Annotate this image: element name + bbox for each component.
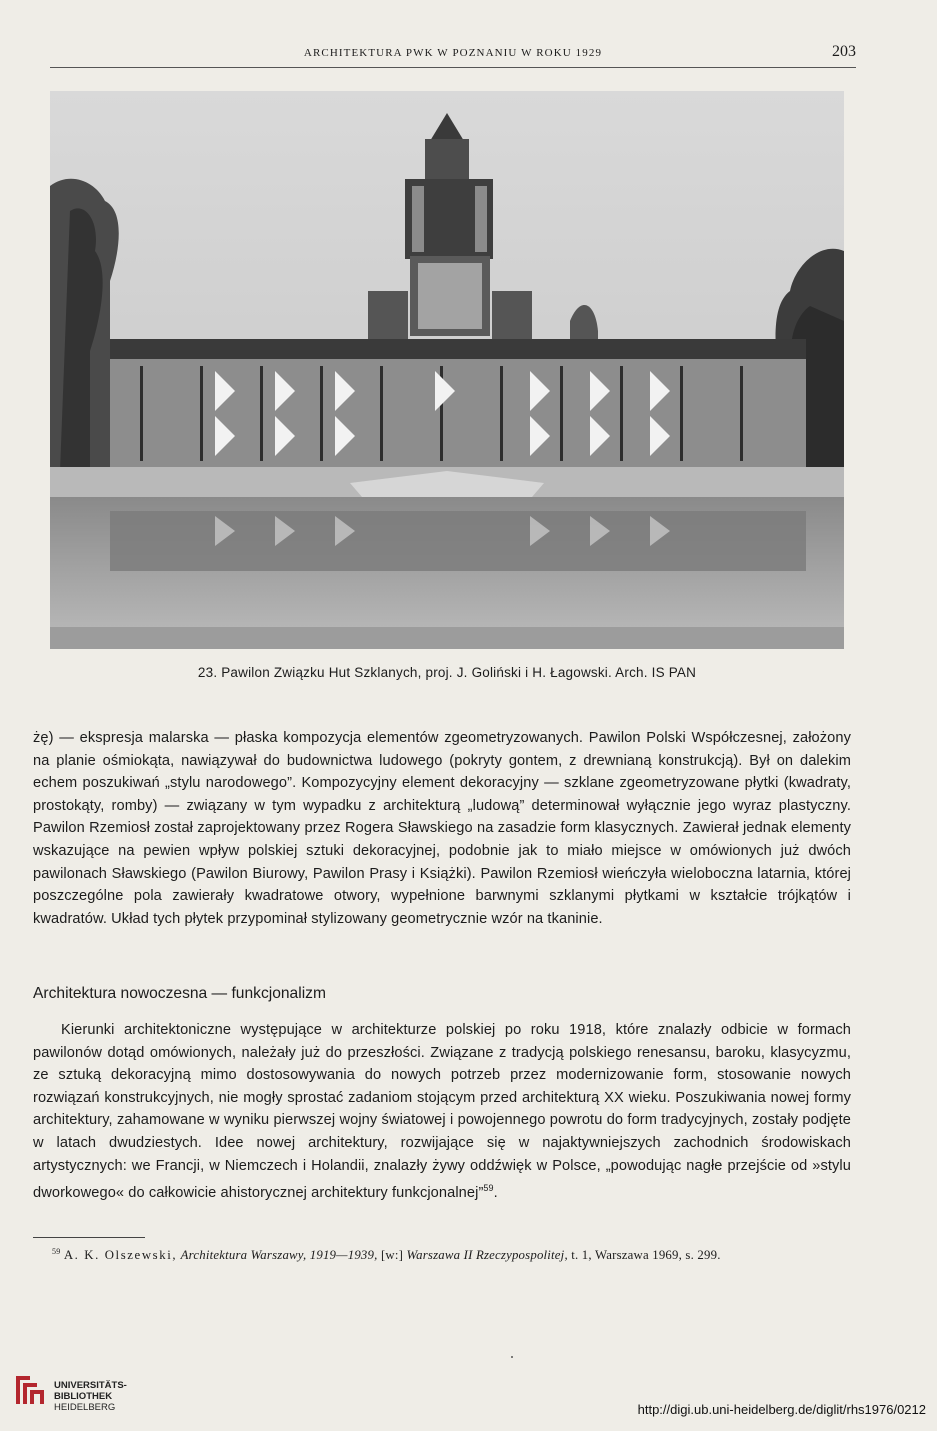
- library-name: [54, 1380, 127, 1413]
- body-paragraph-2: [33, 1019, 851, 1205]
- running-title: ARCHITEKTURA PWK W POZNANIU W ROKU 1929: [303, 47, 603, 59]
- page-mark: [511, 1356, 513, 1358]
- library-emblem-icon: [12, 1372, 48, 1408]
- footnote-number: 59: [52, 1247, 61, 1256]
- footnote: [52, 1247, 862, 1263]
- library-line-2: BIBLIOTHEK: [54, 1391, 113, 1402]
- section-heading: Architektura nowoczesna — funkcjonalizm: [33, 985, 326, 1002]
- body-paragraph-1: żę) — ekspresja malarska — płaska kompozycja elementów zgeometryzowanych. Pawilon Polski Współczesnej, założony na planie ośmiokąta, nawiązywał do budownictwa ludowego (pokryty gontem, z drewnianą konstrukcją). Był on dalekim echem poszukiwań „stylu narodowego”. Kompozycyjny element dekoracyjny — szklane zgeometryzowane płytki (kwadraty, prostokąty, romby) — związany w tym wypadku z architekturą „ludową” determinował wyłącznie jego wyraz plastyczny. Pawilon Rzemiosł został zaprojektowany przez Rogera Sławskiego na zasadzie form klasycznych. Zawierał jednak elementy wskazujące na pewien wpływ polskiej sztuki dekoracyjnej, podobnie jak to miało miejsce w omówionych już dwóch pawilonach Sławskiego (Pawilon Biurowy, Pawilon Prasy i Książki). Pawilon Rzemiosł wieńczyła wieloboczna latarnia, której poszczególne pola zawierały kwadratowe otwory, wypełnione barwnymi szklanymi płytkami w kształcie trójkątów i kwadratów. Układ tych płytek przypominał stylizowany geometrycznie wzór na tkaninie.: [33, 730, 851, 927]
- figure-caption: 23. Pawilon Związku Hut Szklanych, proj. J. Goliński i H. Łagowski. Arch. IS PAN: [197, 665, 697, 680]
- page-number: 203: [832, 43, 856, 60]
- library-logo[interactable]: [12, 1372, 142, 1416]
- running-head: [50, 45, 856, 68]
- library-line-1: UNIVERSITÄTS-: [54, 1380, 127, 1391]
- library-line-3: HEIDELBERG: [54, 1402, 116, 1413]
- paragraph-2-end: .: [493, 1185, 498, 1202]
- footnote-reference: 59: [483, 1183, 494, 1194]
- footnote-in-marker: [w:]: [380, 1248, 404, 1262]
- paragraph-2-text: Kierunki architektoniczne występujące w architekturze polskiej po roku 1918, które znalazły odbicie w formach pawilonów dotąd omówionych, należały już do przeszłości. Związane z tradycją polskiego renesansu, baroku, klasycyzmu, ze sztuką dekoracyjną mimo dostosowywania do nowych potrzeb przez modernizowanie form, stosowanie nowych rozwiązań konstrukcyjnych, nie mogły sprostać zadaniom stojącym przed architekturą XX wieku. Poszukiwania nowej formy architektury, zahamowane w wyniku pierwszej wojny światowej i powojennego powrotu do form tradycyjnych, zostały podjęte w latach dwudziestych. Idee nowej architektury, rozwijające się w najaktywniejszych zachodnich środowiskach artystycznych: we Francji, w Niemczech i Holandii, znalazły żywy oddźwięk w Polsce, „powodując nagłe przejście od »stylu dworkowego« do całkowicie ahistorycznej architektury funkcjonalnej”: [33, 1022, 851, 1202]
- footnote-rule: [33, 1237, 145, 1238]
- footnote-rest: t. 1, Warszawa 1969, s. 299.: [571, 1248, 721, 1262]
- source-url-link[interactable]: http://digi.ub.uni-heidelberg.de/diglit/rhs1976/0212: [637, 1402, 926, 1417]
- footnote-source: Warszawa II Rzeczypospolitej,: [406, 1248, 568, 1262]
- footnote-author: A. K. Olszewski,: [63, 1248, 178, 1262]
- footnote-title: Architektura Warszawy, 1919—1939,: [180, 1248, 378, 1262]
- pavilion-photograph: [50, 91, 844, 649]
